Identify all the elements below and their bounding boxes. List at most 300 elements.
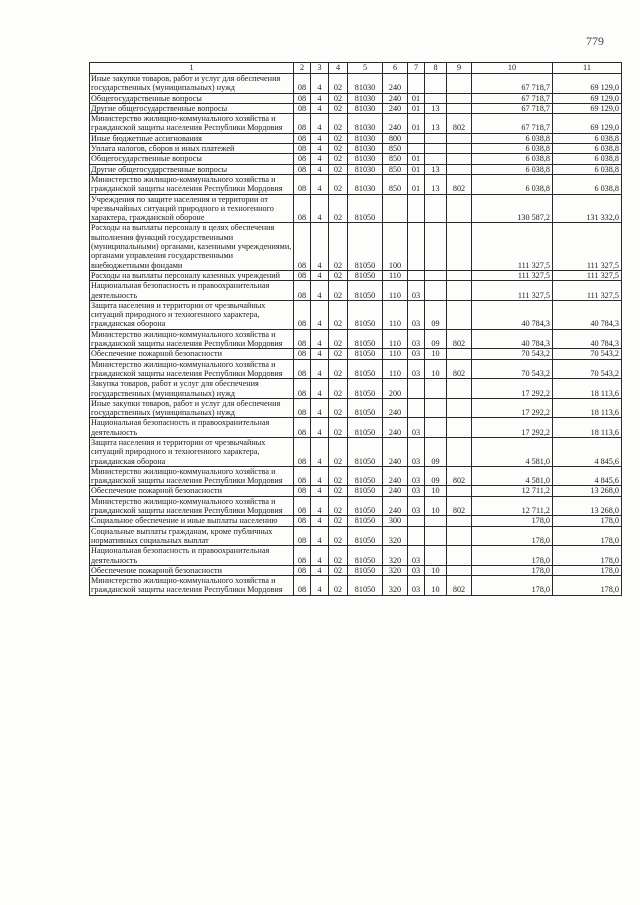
code-cell: 02 [329, 576, 348, 596]
code-cell: 01 [408, 164, 425, 174]
amount-cell: 40 784,3 [553, 329, 622, 349]
code-cell: 02 [329, 114, 348, 134]
amount-cell: 111 327,5 [472, 270, 553, 280]
code-cell [408, 379, 425, 399]
code-cell: 110 [383, 359, 408, 379]
code-cell: 81030 [348, 154, 383, 164]
code-cell: 4 [311, 281, 329, 301]
code-cell: 02 [329, 486, 348, 496]
table-row [90, 93, 622, 103]
code-cell: 81050 [348, 486, 383, 496]
code-cell: 13 [425, 164, 447, 174]
code-cell: 200 [383, 379, 408, 399]
code-cell [447, 133, 472, 143]
row-name-cell: Обеспечение пожарной безопасности [90, 565, 294, 575]
code-cell: 81050 [348, 398, 383, 418]
code-cell: 02 [329, 93, 348, 103]
code-cell: 81050 [348, 359, 383, 379]
table-row [90, 466, 622, 486]
code-cell [447, 418, 472, 438]
amount-cell: 40 784,3 [472, 329, 553, 349]
amount-cell: 70 543,2 [472, 349, 553, 359]
code-cell: 240 [383, 466, 408, 486]
code-cell [447, 194, 472, 223]
code-cell: 09 [425, 329, 447, 349]
code-cell: 4 [311, 437, 329, 466]
amount-cell: 67 718,7 [472, 103, 553, 113]
code-cell: 4 [311, 398, 329, 418]
code-cell: 4 [311, 300, 329, 329]
amount-cell: 6 038,8 [553, 164, 622, 174]
code-cell: 4 [311, 154, 329, 164]
column-header: 11 [553, 63, 622, 74]
code-cell: 09 [425, 300, 447, 329]
row-name-cell: Закупка товаров, работ и услуг для обеспечения государственных (муниципальных) нужд [90, 379, 294, 399]
code-cell [447, 154, 472, 164]
code-cell: 4 [311, 164, 329, 174]
code-cell: 08 [294, 516, 311, 526]
amount-cell: 18 113,6 [553, 398, 622, 418]
code-cell: 02 [329, 270, 348, 280]
table-row [90, 103, 622, 113]
code-cell [425, 223, 447, 270]
table-row [90, 565, 622, 575]
row-name-cell: Национальная безопасность и правоохранительная деятельность [90, 281, 294, 301]
code-cell: 09 [425, 437, 447, 466]
row-name-cell: Расходы на выплаты персоналу казенных учреждений [90, 270, 294, 280]
code-cell: 240 [383, 418, 408, 438]
code-cell: 110 [383, 349, 408, 359]
code-cell: 802 [447, 466, 472, 486]
table-row [90, 437, 622, 466]
code-cell: 300 [383, 516, 408, 526]
amount-cell: 111 327,5 [553, 270, 622, 280]
table-row [90, 144, 622, 154]
code-cell [425, 546, 447, 566]
code-cell [408, 144, 425, 154]
code-cell: 81050 [348, 516, 383, 526]
code-cell [425, 281, 447, 301]
table-row [90, 329, 622, 349]
code-cell: 02 [329, 418, 348, 438]
code-cell: 81050 [348, 546, 383, 566]
amount-cell: 70 543,2 [553, 349, 622, 359]
code-cell: 03 [408, 349, 425, 359]
code-cell: 802 [447, 174, 472, 194]
amount-cell: 69 129,0 [553, 93, 622, 103]
code-cell: 100 [383, 223, 408, 270]
code-cell: 08 [294, 437, 311, 466]
amount-cell: 18 113,6 [553, 418, 622, 438]
code-cell [447, 565, 472, 575]
code-cell [425, 74, 447, 94]
code-cell: 08 [294, 329, 311, 349]
code-cell [425, 93, 447, 103]
column-header: 2 [294, 63, 311, 74]
row-name-cell: Другие общегосударственные вопросы [90, 164, 294, 174]
code-cell [447, 93, 472, 103]
code-cell: 09 [425, 466, 447, 486]
code-cell: 110 [383, 281, 408, 301]
code-cell: 4 [311, 418, 329, 438]
row-name-cell: Расходы на выплаты персоналу в целях обеспечения выполнения функций государственными (муниципальными) органами, казенными учреждениями, органами управления государственными внебюджетными фондами [90, 223, 294, 270]
code-cell: 81050 [348, 418, 383, 438]
code-cell: 802 [447, 576, 472, 596]
code-cell [408, 526, 425, 546]
amount-cell: 178,0 [553, 516, 622, 526]
code-cell: 02 [329, 174, 348, 194]
code-cell [447, 164, 472, 174]
row-name-cell: Министерство жилищно-коммунального хозяйства и гражданской защиты населения Республики Мордовия [90, 329, 294, 349]
code-cell [447, 516, 472, 526]
code-cell: 110 [383, 300, 408, 329]
amount-cell: 70 543,2 [553, 359, 622, 379]
column-header: 4 [329, 63, 348, 74]
table-row [90, 418, 622, 438]
amount-cell: 178,0 [472, 546, 553, 566]
amount-cell: 111 327,5 [472, 223, 553, 270]
code-cell: 08 [294, 154, 311, 164]
code-cell [447, 281, 472, 301]
code-cell: 81050 [348, 300, 383, 329]
code-cell: 4 [311, 133, 329, 143]
row-name-cell: Защита населения и территории от чрезвычайных ситуаций природного и техногенного характера, гражданская оборона [90, 300, 294, 329]
column-header: 1 [90, 63, 294, 74]
code-cell [447, 349, 472, 359]
code-cell: 02 [329, 223, 348, 270]
code-cell: 4 [311, 496, 329, 516]
code-cell: 08 [294, 565, 311, 575]
code-cell: 03 [408, 546, 425, 566]
code-cell: 81050 [348, 379, 383, 399]
code-cell [447, 398, 472, 418]
row-name-cell: Иные закупки товаров, работ и услуг для обеспечения государственных (муниципальных) нужд [90, 74, 294, 94]
amount-cell: 67 718,7 [472, 93, 553, 103]
code-cell: 08 [294, 164, 311, 174]
column-header: 9 [447, 63, 472, 74]
code-cell: 81050 [348, 576, 383, 596]
code-cell: 81050 [348, 349, 383, 359]
code-cell: 4 [311, 174, 329, 194]
code-cell: 02 [329, 398, 348, 418]
code-cell: 03 [408, 496, 425, 516]
amount-cell: 40 784,3 [553, 300, 622, 329]
code-cell: 240 [383, 103, 408, 113]
code-cell: 03 [408, 359, 425, 379]
code-cell: 08 [294, 93, 311, 103]
table-row [90, 349, 622, 359]
code-cell: 02 [329, 133, 348, 143]
code-cell: 81050 [348, 526, 383, 546]
budget-table [89, 62, 622, 596]
code-cell: 08 [294, 270, 311, 280]
code-cell: 240 [383, 114, 408, 134]
code-cell [447, 526, 472, 546]
code-cell [408, 516, 425, 526]
table-row [90, 281, 622, 301]
row-name-cell: Общегосударственные вопросы [90, 93, 294, 103]
code-cell [425, 133, 447, 143]
code-cell: 81030 [348, 103, 383, 113]
code-cell [408, 74, 425, 94]
code-cell: 4 [311, 223, 329, 270]
code-cell: 81050 [348, 223, 383, 270]
code-cell: 03 [408, 437, 425, 466]
code-cell: 10 [425, 576, 447, 596]
column-header: 7 [408, 63, 425, 74]
code-cell [447, 546, 472, 566]
row-name-cell: Министерство жилищно-коммунального хозяйства и гражданской защиты населения Республики Мордовия [90, 359, 294, 379]
code-cell: 08 [294, 133, 311, 143]
amount-cell: 69 129,0 [553, 103, 622, 113]
amount-cell: 67 718,7 [472, 74, 553, 94]
code-cell: 4 [311, 103, 329, 113]
code-cell: 81050 [348, 437, 383, 466]
code-cell: 03 [408, 300, 425, 329]
amount-cell: 178,0 [472, 526, 553, 546]
code-cell [408, 398, 425, 418]
code-cell: 4 [311, 466, 329, 486]
code-cell: 03 [408, 281, 425, 301]
code-cell [425, 154, 447, 164]
table-row [90, 576, 622, 596]
code-cell: 08 [294, 300, 311, 329]
code-cell: 10 [425, 349, 447, 359]
code-cell: 81030 [348, 144, 383, 154]
code-cell: 08 [294, 114, 311, 134]
amount-cell: 13 268,0 [553, 496, 622, 516]
code-cell: 02 [329, 300, 348, 329]
code-cell: 81050 [348, 496, 383, 516]
code-cell: 110 [383, 270, 408, 280]
amount-cell: 40 784,3 [472, 300, 553, 329]
code-cell: 240 [383, 496, 408, 516]
table-row [90, 496, 622, 516]
table-row [90, 379, 622, 399]
code-cell: 08 [294, 359, 311, 379]
code-cell: 03 [408, 486, 425, 496]
code-cell: 03 [408, 466, 425, 486]
code-cell [447, 437, 472, 466]
code-cell [425, 526, 447, 546]
code-cell [408, 270, 425, 280]
code-cell: 02 [329, 437, 348, 466]
table-row [90, 223, 622, 270]
code-cell: 240 [383, 486, 408, 496]
code-cell [447, 144, 472, 154]
amount-cell: 178,0 [553, 526, 622, 546]
table-row [90, 174, 622, 194]
amount-cell: 6 038,8 [553, 154, 622, 164]
code-cell: 01 [408, 114, 425, 134]
code-cell: 08 [294, 418, 311, 438]
row-name-cell: Национальная безопасность и правоохранительная деятельность [90, 546, 294, 566]
code-cell: 08 [294, 103, 311, 113]
code-cell: 4 [311, 329, 329, 349]
amount-cell: 178,0 [553, 576, 622, 596]
code-cell [425, 398, 447, 418]
code-cell: 08 [294, 174, 311, 194]
amount-cell: 17 292,2 [472, 418, 553, 438]
amount-cell: 4 845,6 [553, 466, 622, 486]
amount-cell: 6 038,8 [472, 154, 553, 164]
page-number: 779 [586, 34, 604, 48]
amount-cell: 130 587,2 [472, 194, 553, 223]
amount-cell: 6 038,8 [472, 164, 553, 174]
table-row [90, 486, 622, 496]
code-cell [447, 486, 472, 496]
amount-cell: 17 292,2 [472, 398, 553, 418]
code-cell [447, 223, 472, 270]
code-cell: 240 [383, 437, 408, 466]
code-cell: 02 [329, 546, 348, 566]
code-cell: 01 [408, 174, 425, 194]
code-cell: 01 [408, 93, 425, 103]
table-row [90, 526, 622, 546]
code-cell: 01 [408, 154, 425, 164]
code-cell: 4 [311, 379, 329, 399]
amount-cell: 6 038,8 [553, 174, 622, 194]
code-cell: 10 [425, 565, 447, 575]
row-name-cell: Министерство жилищно-коммунального хозяйства и гражданской защиты населения Республики Мордовия [90, 466, 294, 486]
code-cell: 110 [383, 329, 408, 349]
row-name-cell: Иные бюджетные ассигнования [90, 133, 294, 143]
code-cell: 800 [383, 133, 408, 143]
code-cell: 81030 [348, 114, 383, 134]
code-cell: 4 [311, 486, 329, 496]
code-cell: 81030 [348, 74, 383, 94]
row-name-cell: Национальная безопасность и правоохранительная деятельность [90, 418, 294, 438]
code-cell [447, 379, 472, 399]
code-cell: 08 [294, 398, 311, 418]
table-row [90, 164, 622, 174]
code-cell: 08 [294, 223, 311, 270]
code-cell: 08 [294, 576, 311, 596]
table-row [90, 194, 622, 223]
code-cell: 850 [383, 144, 408, 154]
code-cell [447, 300, 472, 329]
code-cell: 320 [383, 546, 408, 566]
code-cell: 02 [329, 526, 348, 546]
table-row [90, 516, 622, 526]
code-cell [425, 418, 447, 438]
code-cell: 02 [329, 194, 348, 223]
code-cell: 03 [408, 565, 425, 575]
code-cell [425, 516, 447, 526]
row-name-cell: Министерство жилищно-коммунального хозяйства и гражданской защиты населения Республики Мордовия [90, 114, 294, 134]
code-cell: 4 [311, 565, 329, 575]
code-cell [447, 270, 472, 280]
amount-cell: 178,0 [553, 546, 622, 566]
code-cell: 240 [383, 93, 408, 103]
code-cell [425, 144, 447, 154]
code-cell: 08 [294, 349, 311, 359]
amount-cell: 67 718,7 [472, 114, 553, 134]
code-cell: 81030 [348, 133, 383, 143]
amount-cell: 178,0 [472, 516, 553, 526]
code-cell [447, 74, 472, 94]
table-row [90, 359, 622, 379]
code-cell: 4 [311, 576, 329, 596]
code-cell: 81050 [348, 194, 383, 223]
amount-cell: 178,0 [553, 565, 622, 575]
code-cell: 03 [408, 329, 425, 349]
code-cell [408, 133, 425, 143]
code-cell: 4 [311, 546, 329, 566]
code-cell: 10 [425, 359, 447, 379]
code-cell: 10 [425, 496, 447, 516]
table-row [90, 270, 622, 280]
code-cell: 320 [383, 565, 408, 575]
amount-cell: 13 268,0 [553, 486, 622, 496]
row-name-cell: Социальное обеспечение и иные выплаты населению [90, 516, 294, 526]
code-cell [408, 223, 425, 270]
code-cell: 13 [425, 103, 447, 113]
row-name-cell: Защита населения и территории от чрезвычайных ситуаций природного и техногенного характера, гражданская оборона [90, 437, 294, 466]
code-cell: 03 [408, 418, 425, 438]
code-cell: 4 [311, 516, 329, 526]
column-header: 3 [311, 63, 329, 74]
amount-cell: 6 038,8 [553, 144, 622, 154]
code-cell: 02 [329, 74, 348, 94]
amount-cell: 12 711,2 [472, 496, 553, 516]
code-cell: 4 [311, 526, 329, 546]
code-cell: 03 [408, 576, 425, 596]
code-cell: 4 [311, 359, 329, 379]
code-cell: 02 [329, 466, 348, 486]
row-name-cell: Министерство жилищно-коммунального хозяйства и гражданской защиты населения Республики Мордовия [90, 496, 294, 516]
code-cell: 81050 [348, 329, 383, 349]
code-cell: 320 [383, 576, 408, 596]
code-cell: 02 [329, 349, 348, 359]
amount-cell: 17 292,2 [472, 379, 553, 399]
code-cell: 802 [447, 496, 472, 516]
row-name-cell: Министерство жилищно-коммунального хозяйства и гражданской защиты населения Республики Мордовия [90, 576, 294, 596]
code-cell [425, 379, 447, 399]
amount-cell: 6 038,8 [472, 174, 553, 194]
code-cell: 08 [294, 74, 311, 94]
code-cell: 802 [447, 359, 472, 379]
amount-cell: 4 845,6 [553, 437, 622, 466]
amount-cell: 6 038,8 [472, 133, 553, 143]
code-cell: 02 [329, 329, 348, 349]
table-row [90, 74, 622, 94]
amount-cell: 12 711,2 [472, 486, 553, 496]
table-row [90, 398, 622, 418]
code-cell: 08 [294, 526, 311, 546]
amount-cell: 69 129,0 [553, 114, 622, 134]
code-cell: 08 [294, 466, 311, 486]
code-cell: 240 [383, 398, 408, 418]
code-cell: 02 [329, 281, 348, 301]
column-header: 8 [425, 63, 447, 74]
code-cell: 02 [329, 359, 348, 379]
code-cell: 81050 [348, 281, 383, 301]
code-cell: 08 [294, 379, 311, 399]
code-cell: 02 [329, 496, 348, 516]
code-cell [383, 194, 408, 223]
amount-cell: 18 113,6 [553, 379, 622, 399]
code-cell: 02 [329, 565, 348, 575]
table-row [90, 154, 622, 164]
code-cell [408, 194, 425, 223]
row-name-cell: Иные закупки товаров, работ и услуг для обеспечения государственных (муниципальных) нужд [90, 398, 294, 418]
code-cell: 4 [311, 349, 329, 359]
code-cell: 81050 [348, 565, 383, 575]
row-name-cell: Социальные выплаты гражданам, кроме публичных нормативных социальных выплат [90, 526, 294, 546]
code-cell: 02 [329, 154, 348, 164]
amount-cell: 6 038,8 [553, 133, 622, 143]
